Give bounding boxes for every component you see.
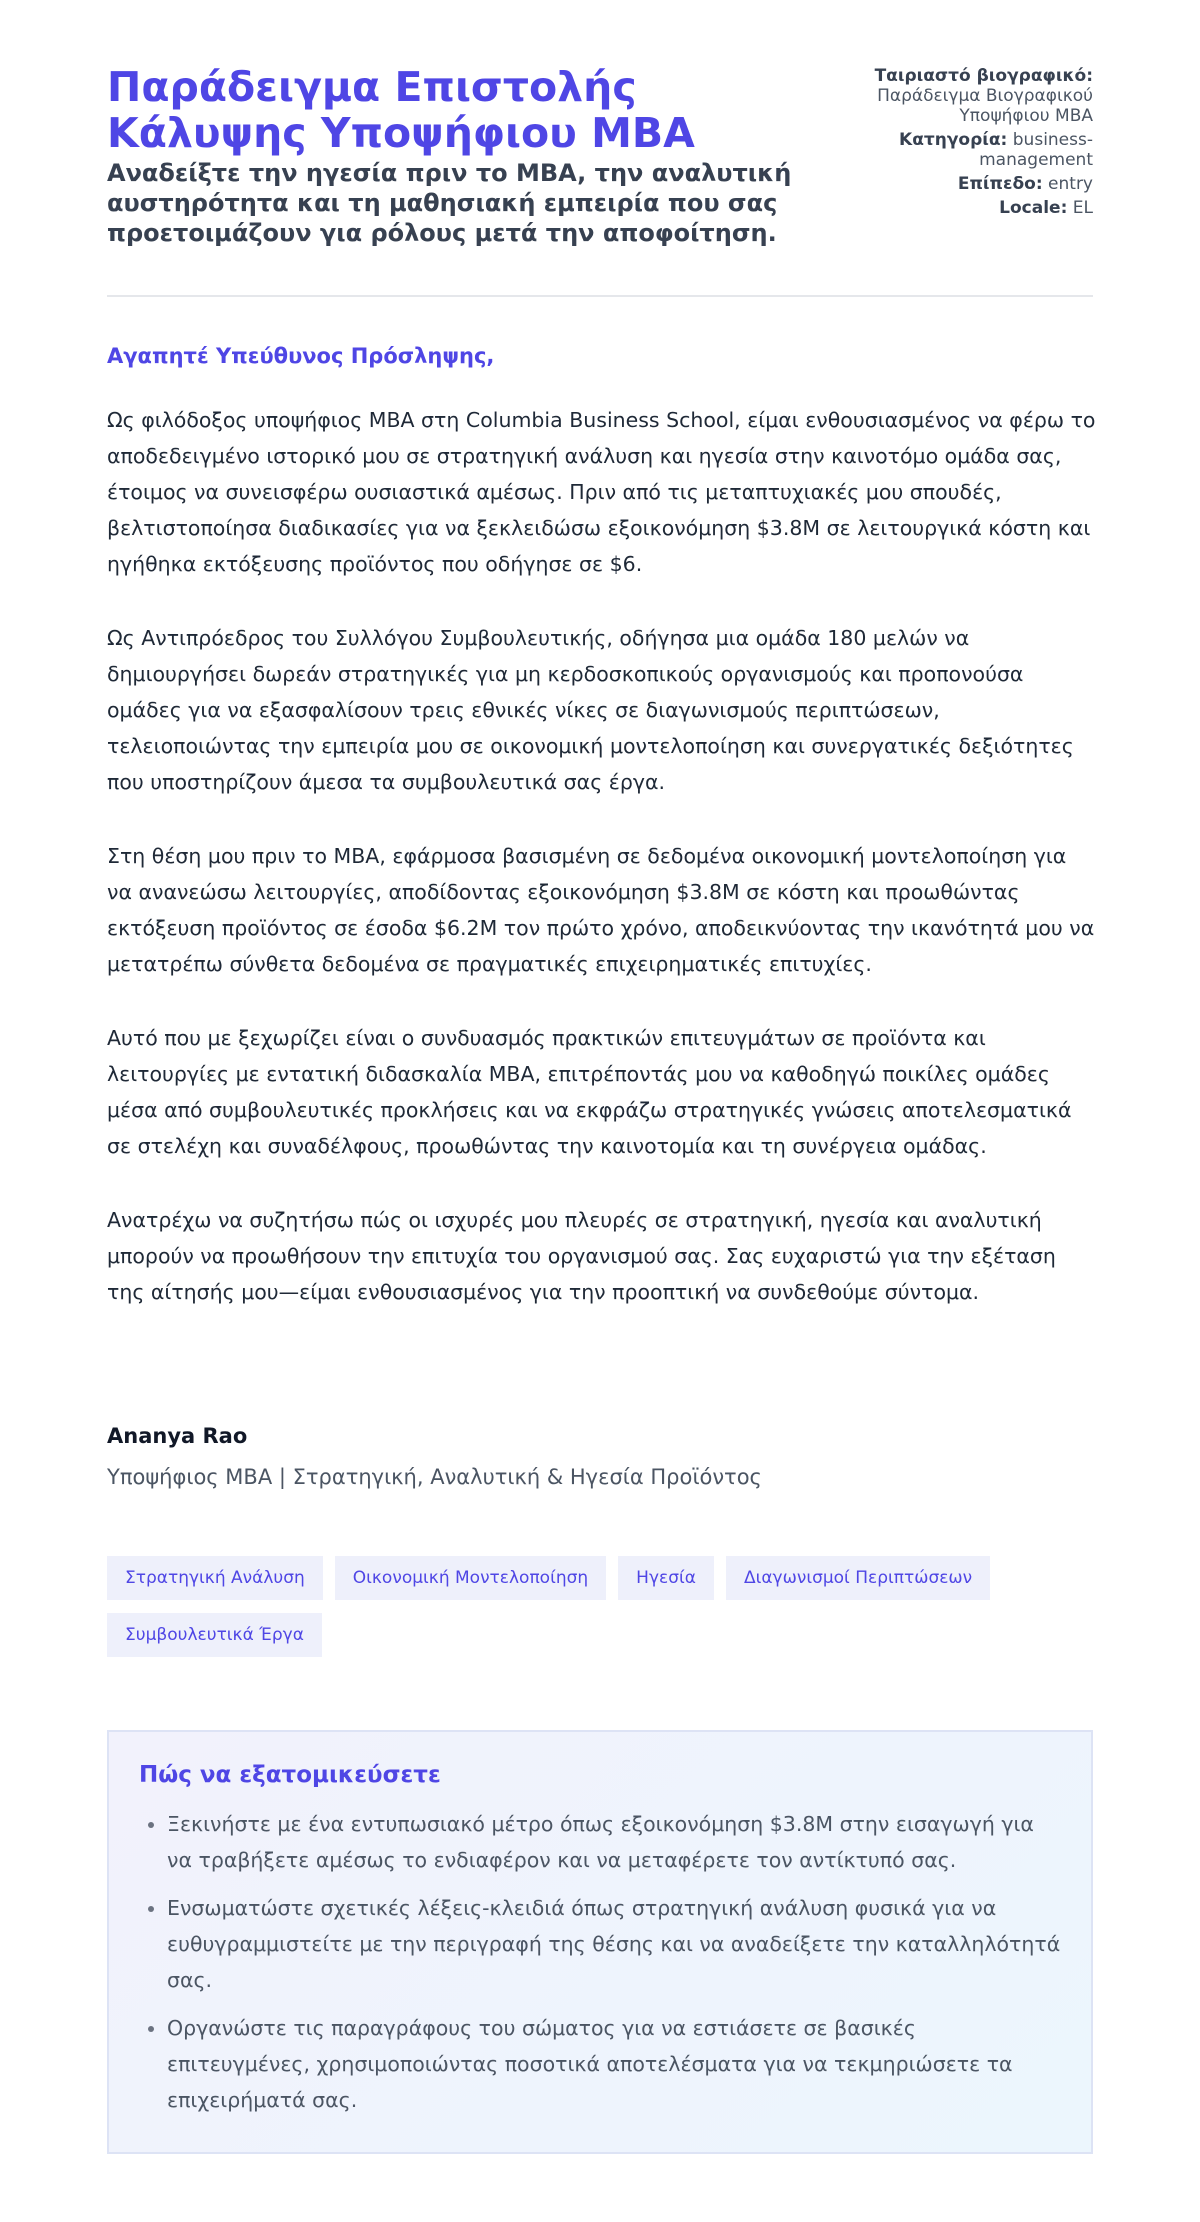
meta-resume-value[interactable]: Παράδειγμα Βιογραφικού Υποψήφιου MBA	[877, 86, 1093, 126]
customization-tips-box	[107, 1730, 1093, 2154]
skill-tag: Ηγεσία	[618, 1556, 714, 1600]
meta-category	[873, 130, 1093, 170]
meta-category-label: Κατηγορία:	[899, 130, 1008, 150]
tip-item: • Ενσωματώστε σχετικές λέξεις-κλειδιά όπως στρατηγική ανάλυση φυσικά για να ευθυγραμμιστείτε με την περιγραφή της θέσης και να αναδείξετε την καταλληλότητά σας.	[167, 1890, 1061, 1998]
signature-title: Υποψήφιος MBA | Στρατηγική, Αναλυτική & Ηγεσία Προϊόντος	[107, 1465, 762, 1489]
meta-matching-resume	[873, 66, 1093, 126]
letter-salutation: Αγαπητέ Υπεύθυνος Πρόσληψης,	[107, 344, 495, 368]
skill-tag: Οικονομική Μοντελοποίηση	[335, 1556, 606, 1600]
skill-tag: Στρατηγική Ανάλυση	[107, 1556, 323, 1600]
page-title: Παράδειγμα Επιστολής Κάλυψης Υποψήφιου MBA	[107, 63, 695, 157]
tips-title: Πώς να εξατομικεύσετε	[139, 1762, 441, 1788]
meta-locale	[873, 198, 1093, 218]
meta-locale-label: Locale:	[999, 198, 1068, 218]
meta-level	[873, 174, 1093, 194]
page-header	[107, 0, 1093, 297]
tip-item: • Ξεκινήστε με ένα εντυπωσιακό μέτρο όπως εξοικονόμηση $3.8M στην εισαγωγή για να τραβήξετε αμέσως το ενδιαφέρον και να μεταφέρετε τον αντίκτυπό σας.	[167, 1806, 1061, 1878]
letter-paragraph: Στη θέση μου πριν το MBA, εφάρμοσα βασισμένη σε δεδομένα οικονομική μοντελοποίηση για να ανανεώσω λειτουργίες, αποδίδοντας εξοικονόμηση $3.8M σε κόστη και προωθώντας εκτόξευση προϊόντος σε έσοδα $6.2M τον πρώτο χρόνο, αποδεικνύοντας την ικανότητά μου να μετατρέπω σύνθετα δεδομένα σε πραγματικές επιχειρηματικές επιτυχίες.	[107, 844, 1095, 976]
page-subtitle: Αναδείξτε την ηγεσία πριν το MBA, την αναλυτική αυστηρότητα και τη μαθησιακή εμπειρία που σας προετοιμάζουν για ρόλους μετά την αποφοίτηση.	[107, 159, 792, 247]
skill-tag: Συμβουλευτικά Έργα	[107, 1613, 322, 1657]
meta-level-value: entry	[1048, 174, 1093, 194]
letter-paragraph: Ανατρέχω να συζητήσω πώς οι ισχυρές μου πλευρές σε στρατηγική, ηγεσία και αναλυτική μπορούν να προωθήσουν την επιτυχία του οργανισμού σας. Σας ευχαριστώ για την εξέταση της αίτησής μου—είμαι ενθουσιασμένος για την προοπτική να συνδεθούμε σύντομα.	[107, 1208, 1056, 1304]
letter-paragraph: Ως φιλόδοξος υποψήφιος MBA στη Columbia Business School, είμαι ενθουσιασμένος να φέρω το αποδεδειγμένο ιστορικό μου σε στρατηγική ανάλυση και ηγεσία στην καινοτόμο ομάδα σας, έτοιμος να συνεισφέρω ουσιαστικά αμέσως. Πριν από τις μεταπτυχιακές μου σπουδές, βελτιστοποίησα διαδικασίες για να ξεκλειδώσω εξοικονόμηση $3.8M σε λειτουργικά κόστη και ηγήθηκα εκτόξευσης προϊόντος που οδήγησε σε $6.	[107, 408, 1096, 576]
meta-resume-label: Ταιριαστό βιογραφικό:	[874, 66, 1093, 86]
meta-level-label: Επίπεδο:	[957, 174, 1043, 194]
tip-item: • Οργανώστε τις παραγράφους του σώματος για να εστιάσετε σε βασικές επιτευγμένες, χρησιμοποιώντας ποσοτικά αποτελέσματα για να τεκμηριώσετε τα επιχειρήματά σας.	[167, 2010, 1061, 2118]
skill-tag: Διαγωνισμοί Περιπτώσεων	[726, 1556, 990, 1600]
letter-body	[107, 402, 1097, 1348]
letter-paragraph: Ως Αντιπρόεδρος του Συλλόγου Συμβουλευτικής, οδήγησα μια ομάδα 180 μελών να δημιουργήσει δωρεάν στρατηγικές για μη κερδοσκοπικούς οργανισμούς και προπονούσα ομάδες για να εξασφαλίσουν τρεις εθνικές νίκες σε διαγωνισμούς περιπτώσεων, τελειοποιώντας την εμπειρία μου σε οικονομική μοντελοποίηση και συνεργατικές δεξιότητες που υποστηρίζουν άμεσα τα συμβουλευτικά σας έργα.	[107, 626, 1074, 794]
meta-locale-value: EL	[1072, 198, 1093, 218]
letter-paragraph: Αυτό που με ξεχωρίζει είναι ο συνδυασμός πρακτικών επιτευγμάτων σε προϊόντα και λειτουργίες με εντατική διδασκαλία MBA, επιτρέποντάς μου να καθοδηγώ ποικίλες ομάδες μέσα από συμβουλευτικές προκλήσεις και να εκφράζω στρατηγικές γνώσεις αποτελεσματικά σε στελέχη και συναδέλφους, προωθώντας την καινοτομία και τη συνέργεια ομάδας.	[107, 1026, 1072, 1158]
meta-panel	[873, 66, 1093, 222]
tips-list	[139, 1806, 1061, 2118]
meta-category-value: business-management	[979, 130, 1093, 170]
signature-name: Ananya Rao	[107, 1424, 248, 1448]
skill-tags	[107, 1556, 1097, 1657]
